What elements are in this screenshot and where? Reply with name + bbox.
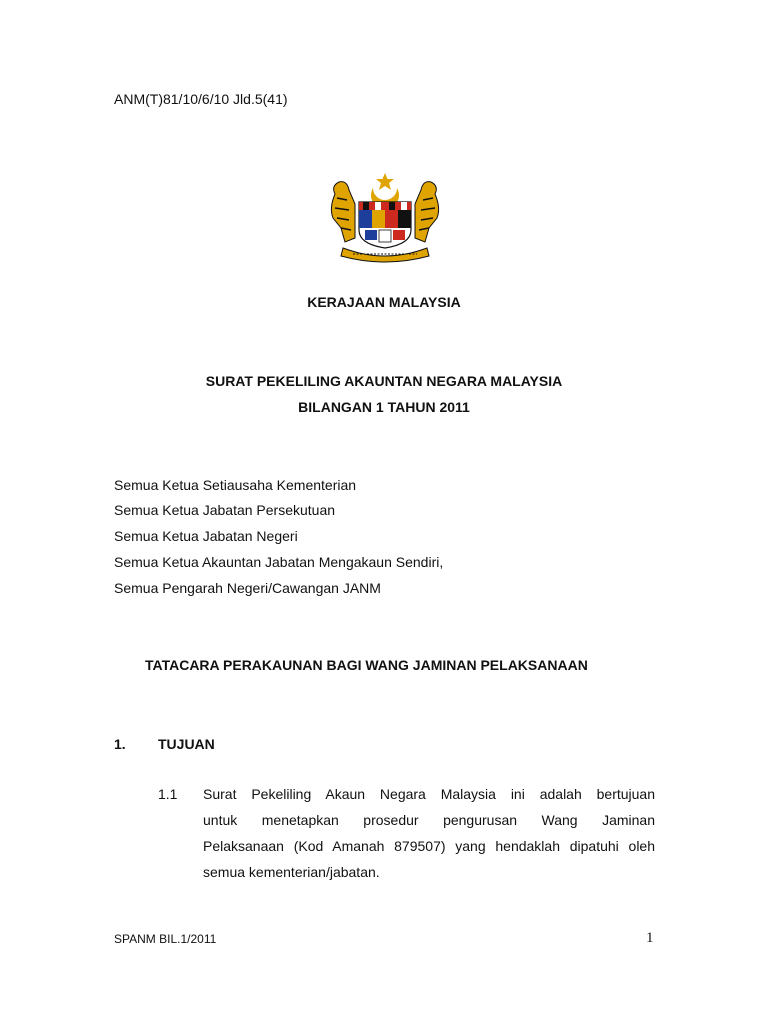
paragraph-line: semua kementerian/jabatan. — [203, 864, 380, 880]
circular-title: SURAT PEKELILING AKAUNTAN NEGARA MALAYSIA — [205, 373, 563, 389]
circular-number: BILANGAN 1 TAHUN 2011 — [298, 399, 470, 415]
recipient-line: Semua Ketua Akauntan Jabatan Mengakaun Sendiri, — [114, 554, 444, 570]
section-number: 1. — [114, 736, 126, 752]
recipient-line: Semua Ketua Jabatan Persekutuan — [114, 502, 336, 518]
government-heading: KERAJAAN MALAYSIA — [307, 294, 461, 310]
paragraph-number: 1.1 — [158, 786, 178, 802]
recipient-line: Semua Ketua Jabatan Negeri — [114, 528, 298, 544]
subject-heading: TATACARA PERAKAUNAN BAGI WANG JAMINAN PELAKSANAAN — [145, 657, 588, 673]
paragraph-line: Pelaksanaan (Kod Amanah 879507) yang hendaklah dipatuhi oleh — [203, 838, 655, 854]
recipient-line: Semua Pengarah Negeri/Cawangan JANM — [114, 580, 381, 596]
paragraph-body — [203, 781, 655, 885]
footer-code: SPANM BIL.1/2011 — [114, 932, 217, 946]
page-number: 1 — [646, 930, 654, 946]
reference-number: ANM(T)81/10/6/10 Jld.5(41) — [114, 91, 288, 107]
recipient-line: Semua Ketua Setiausaha Kementerian — [114, 477, 357, 493]
section-title: TUJUAN — [158, 736, 215, 752]
paragraph-line: untuk menetapkan prosedur pengurusan Wang Jaminan — [203, 812, 655, 828]
paragraph-line: Surat Pekeliling Akaun Negara Malaysia ini adalah bertujuan — [203, 786, 655, 802]
malaysia-coat-of-arms-icon — [325, 168, 445, 264]
